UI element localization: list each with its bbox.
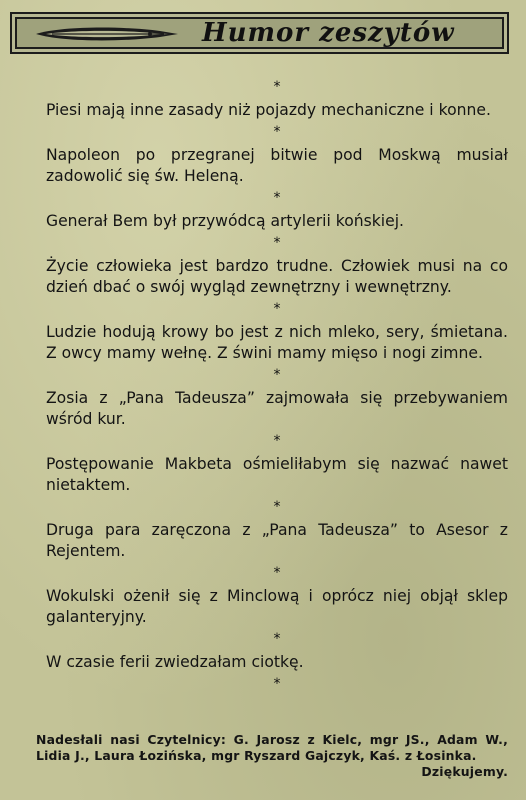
joke-item: Druga para zaręczona z „Pana Tadeusza” to Asesor z Rejentem.: [46, 521, 508, 560]
pen-nib-icon: [32, 23, 182, 45]
separator-star: *: [273, 79, 281, 95]
joke-item: W czasie ferii zwiedzałam ciotkę.: [46, 653, 304, 671]
separator-star: *: [273, 565, 281, 581]
joke-item: Ludzie hodują krowy bo jest z nich mleko, sery, śmietana. Z owcy mamy wełnę. Z świni mamy mięso i nogi zimne.: [46, 323, 508, 362]
jokes-list: [46, 80, 508, 691]
joke-item: Piesi mają inne zasady niż pojazdy mechaniczne i konne.: [46, 101, 491, 119]
separator-star: *: [273, 676, 281, 692]
credits-text: Nadesłali nasi Czytelnicy: G. Jarosz z Kielc, mgr JS., Adam W., Lidia J., Laura Łozińska, mgr Ryszard Gajczyk, Kaś. z Łosinka.: [36, 732, 508, 763]
joke-item: Postępowanie Makbeta ośmieliłabym się nazwać nawet nietaktem.: [46, 455, 508, 494]
thanks-text: Dziękujemy.: [421, 764, 508, 779]
credits-note: [36, 732, 508, 780]
separator-star: *: [273, 235, 281, 251]
column-title: Humor zeszytów: [202, 18, 455, 48]
column-header: [10, 12, 509, 54]
joke-item: Generał Bem był przywódcą artylerii końskiej.: [46, 212, 405, 230]
separator-star: *: [273, 433, 281, 449]
separator-star: *: [273, 124, 281, 140]
joke-item: Życie człowieka jest bardzo trudne. Człowiek musi na co dzień dbać o swój wygląd zewnętrzny i wewnętrzny.: [46, 257, 508, 296]
separator-star: *: [273, 190, 281, 206]
separator-star: *: [273, 367, 281, 383]
joke-item: Wokulski ożenił się z Minclową i oprócz niej objął sklep galanteryjny.: [46, 587, 508, 626]
separator-star: *: [273, 301, 281, 317]
joke-item: Napoleon po przegranej bitwie pod Moskwą musiał zadowolić się św. Heleną.: [46, 146, 508, 185]
separator-star: *: [273, 631, 281, 647]
separator-star: *: [273, 499, 281, 515]
joke-item: Zosia z „Pana Tadeusza” zajmowała się przebywaniem wśród kur.: [46, 389, 508, 428]
